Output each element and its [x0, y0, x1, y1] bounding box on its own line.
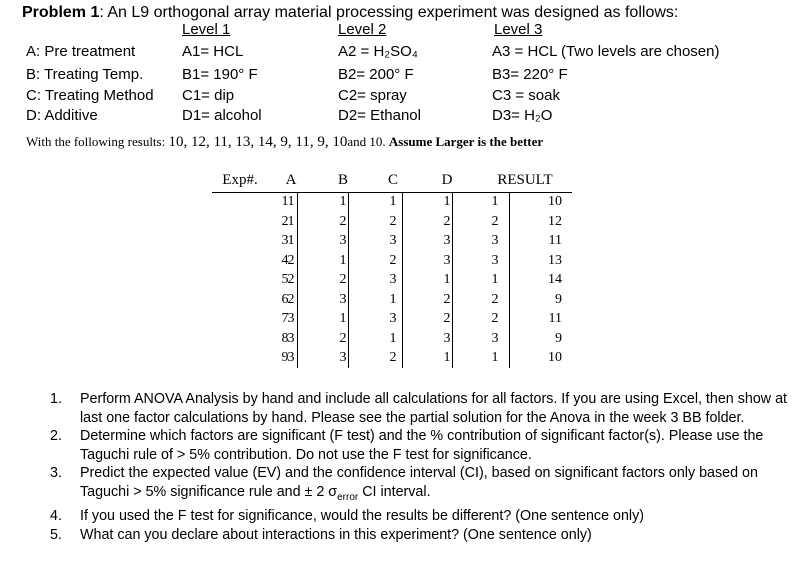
- factor-level-1: C1= dip: [182, 87, 235, 104]
- question-list: [50, 390, 800, 545]
- cell-c: 2: [389, 350, 397, 365]
- cell-a: 2: [287, 291, 295, 307]
- factor-level-3: D3= H₂O: [492, 107, 553, 124]
- question-number: 1.: [50, 391, 62, 407]
- cell-c: 3: [389, 233, 397, 248]
- results-line: [26, 134, 543, 151]
- cell-c: 1: [389, 194, 397, 209]
- cell-c: 1: [389, 291, 397, 307]
- sigma-subscript: error: [337, 491, 359, 503]
- cell-a: 1: [287, 233, 295, 248]
- cell-d: 3: [443, 252, 451, 268]
- cell-d: 1: [443, 272, 451, 287]
- question-text: What can you declare about interactions in this experiment? (One sentence only): [80, 527, 592, 544]
- results-emphasis: Assume Larger is the better: [388, 134, 544, 149]
- question-text-end: CI interval.: [358, 483, 431, 500]
- cell-a: 3: [287, 350, 295, 365]
- cell-result-value: 9: [555, 291, 562, 307]
- question-item: [50, 464, 800, 507]
- header-exp: Exp#.: [222, 172, 258, 188]
- question-item: [50, 526, 800, 545]
- cell-d: 1: [443, 350, 451, 365]
- cell-result-index: 1: [491, 272, 499, 287]
- question-item: [50, 507, 800, 526]
- cell-result-value: 11: [548, 233, 562, 248]
- problem-title: [22, 4, 678, 22]
- cell-d: 3: [443, 233, 451, 248]
- cell-b: 3: [339, 233, 347, 248]
- cell-d: 1: [443, 194, 451, 209]
- header-divider: [212, 192, 572, 193]
- results-prefix: With the following results:: [26, 134, 169, 149]
- cell-result-index: 3: [491, 330, 499, 346]
- factor-level-2: B2= 200° F: [338, 66, 414, 83]
- cell-d: 2: [443, 311, 451, 326]
- question-number: 5.: [50, 527, 62, 544]
- level-2-header: Level 2: [338, 21, 387, 38]
- factor-name: D: Additive: [26, 107, 98, 124]
- question-text: Determine which factors are significant (F test) and the % contribution of significant factor(s). Please use the Taguchi rule of > 5% contribution. Do not use the F test for significance.: [80, 428, 764, 463]
- problem-label: Problem 1: [22, 4, 100, 21]
- cell-result-value: 11: [548, 311, 562, 326]
- plus-minus-sigma: ± 2 σ: [304, 483, 338, 500]
- cell-exp: 3: [281, 233, 289, 248]
- cell-d: 3: [443, 330, 451, 346]
- question-item: [50, 390, 800, 427]
- cell-b: 1: [339, 311, 347, 326]
- cell-exp: 5: [281, 272, 289, 287]
- factor-level-1: B1= 190° F: [182, 66, 258, 83]
- cell-b: 2: [339, 213, 347, 229]
- cell-result-index: 1: [491, 194, 499, 209]
- cell-b: 3: [339, 350, 347, 365]
- cell-c: 3: [389, 311, 397, 326]
- cell-result-index: 2: [491, 213, 499, 229]
- cell-exp: 6: [281, 291, 289, 307]
- cell-b: 2: [339, 330, 347, 346]
- cell-result-value: 10: [548, 194, 562, 209]
- cell-d: 2: [443, 213, 451, 229]
- header-b: B: [337, 172, 348, 188]
- cell-c: 2: [389, 252, 397, 268]
- cell-c: 1: [389, 330, 397, 346]
- cell-result-index: 2: [491, 291, 499, 307]
- cell-result-value: 12: [548, 213, 562, 229]
- cell-result-value: 14: [548, 272, 562, 287]
- cell-d: 2: [443, 291, 451, 307]
- header-d: D: [441, 172, 453, 188]
- cell-b: 1: [339, 194, 347, 209]
- cell-result-value: 13: [548, 252, 562, 268]
- cell-result-index: 2: [491, 311, 499, 326]
- factor-level-3: C3 = soak: [492, 87, 560, 104]
- cell-a: 1: [287, 194, 295, 209]
- cell-exp: 4: [281, 252, 289, 268]
- factor-level-1: A1= HCL: [182, 43, 244, 60]
- cell-exp: 2: [281, 213, 289, 229]
- factor-name: C: Treating Method: [26, 87, 154, 104]
- question-text: Perform ANOVA Analysis by hand and include all calculations for all factors. If you are using Excel, then show at last one factor calculations by hand. Please see the partial solution for the Anova in the week 3 BB folder.: [80, 391, 788, 426]
- results-values: 10, 12, 11, 13, 14, 9, 11, 9, 10: [168, 134, 348, 150]
- cell-result-index: 1: [491, 350, 499, 365]
- factor-level-2: A2 = H₂SO₄: [338, 43, 418, 60]
- question-text: Predict the expected value (EV) and the confidence interval (CI), based on significant factors only based on Taguchi > 5% significance rule and: [80, 465, 758, 500]
- cell-c: 2: [389, 213, 397, 229]
- cell-a: 3: [287, 330, 295, 346]
- factor-name: A: Pre treatment: [26, 43, 136, 60]
- question-number: 3.: [50, 465, 62, 482]
- cell-exp: 7: [281, 311, 289, 326]
- cell-result-value: 10: [548, 350, 562, 365]
- factor-level-2: C2= spray: [338, 87, 407, 104]
- level-3-header: Level 3: [494, 21, 543, 38]
- cell-a: 1: [287, 213, 295, 229]
- cell-exp: 1: [281, 194, 289, 209]
- cell-c: 3: [389, 272, 397, 287]
- factor-level-1: D1= alcohol: [182, 107, 262, 124]
- cell-exp: 8: [281, 330, 289, 346]
- cell-b: 1: [339, 252, 347, 268]
- cell-a: 3: [287, 311, 295, 326]
- header-result: RESULT: [497, 172, 553, 188]
- experiment-table: [212, 172, 572, 368]
- cell-a: 2: [287, 252, 295, 268]
- cell-exp: 9: [281, 350, 289, 365]
- level-1-header: Level 1: [182, 21, 231, 38]
- question-text: If you used the F test for significance, would the results be different? (One sentence only): [80, 508, 644, 525]
- results-and: and 10.: [347, 134, 389, 149]
- cell-result-index: 3: [491, 233, 499, 248]
- factor-level-3: A3 = HCL (Two levels are chosen): [492, 43, 720, 60]
- question-number: 2.: [50, 428, 62, 445]
- cell-result-value: 9: [555, 330, 562, 346]
- factor-level-3: B3= 220° F: [492, 66, 568, 83]
- cell-result-index: 3: [491, 252, 499, 268]
- problem-text: : An L9 orthogonal array material processing experiment was designed as follows:: [99, 4, 679, 21]
- header-a: A: [285, 172, 297, 188]
- cell-b: 2: [339, 272, 347, 287]
- question-number: 4.: [50, 508, 62, 525]
- cell-a: 2: [287, 272, 295, 287]
- cell-b: 3: [339, 291, 347, 307]
- factor-level-2: D2= Ethanol: [338, 107, 421, 124]
- factor-name: B: Treating Temp.: [26, 66, 144, 83]
- header-c: C: [387, 172, 398, 188]
- question-item: [50, 427, 800, 464]
